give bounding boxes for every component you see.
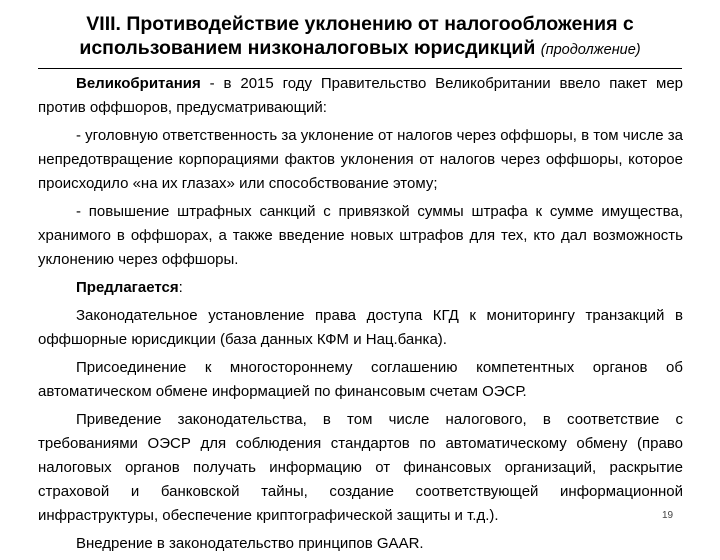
- page-number: 19: [662, 510, 674, 521]
- title-line-2: [20, 36, 700, 62]
- paragraph-uk-intro: [38, 72, 683, 124]
- paragraph-kgd-access: Законодательное установление права доступа КГД к мониторингу транзакций в оффшорные юрисдикции (база данных КФМ и Нац.банка).: [38, 307, 683, 348]
- paragraph-legislation-alignment: Приведение законодательства, в том числе налогового, в соответствие с требованиями ОЭСР для соблюдения стандартов по автоматическому обмену (право налоговых органов получать информацию от финансовых организаций, раскрытие страховой и банковской тайны, создание соответствующей информационной инфраструктуры, обеспечение криптографической защиты и т.д.).: [38, 411, 683, 524]
- slide-title: [20, 12, 700, 62]
- title-line-2-main: использованием низконалоговых юрисдикций: [79, 37, 536, 59]
- slide-body: [38, 72, 683, 560]
- paragraph-gaar: Внедрение в законодательство принципов GAAR.: [76, 535, 424, 552]
- paragraph-proposed-heading: [38, 276, 683, 304]
- title-divider: [38, 68, 682, 69]
- paragraph-oecd-agreement: Присоединение к многостороннему соглашению компетентных органов об автоматическом обмене информацией по финансовым счетам ОЭСР.: [38, 359, 683, 400]
- paragraph-penalties: - повышение штрафных санкций с привязкой суммы штрафа к сумме имущества, хранимого в оффшорах, а также введение новых штрафов для тех, кто дал возможность уклонению через оффшоры.: [38, 203, 683, 268]
- proposed-colon: :: [178, 279, 183, 296]
- proposed-heading: Предлагается: [76, 279, 179, 296]
- paragraph-criminal-liability: - уголовную ответственность за уклонение от налогов через оффшоры, в том числе за непредотвращение корпорациями фактов уклонения от налогов через оффшоры, которое происходило «на их глазах» или способствование этому;: [38, 127, 683, 192]
- title-continuation-note: (продолжение): [540, 42, 641, 58]
- title-line-1: VIII. Противодействие уклонению от налогообложения с: [86, 13, 634, 35]
- uk-intro-text: - в 2015 году Правительство Великобритании ввело пакет мер против оффшоров, предусматривающий:: [38, 75, 683, 116]
- uk-heading: Великобритания: [76, 75, 201, 92]
